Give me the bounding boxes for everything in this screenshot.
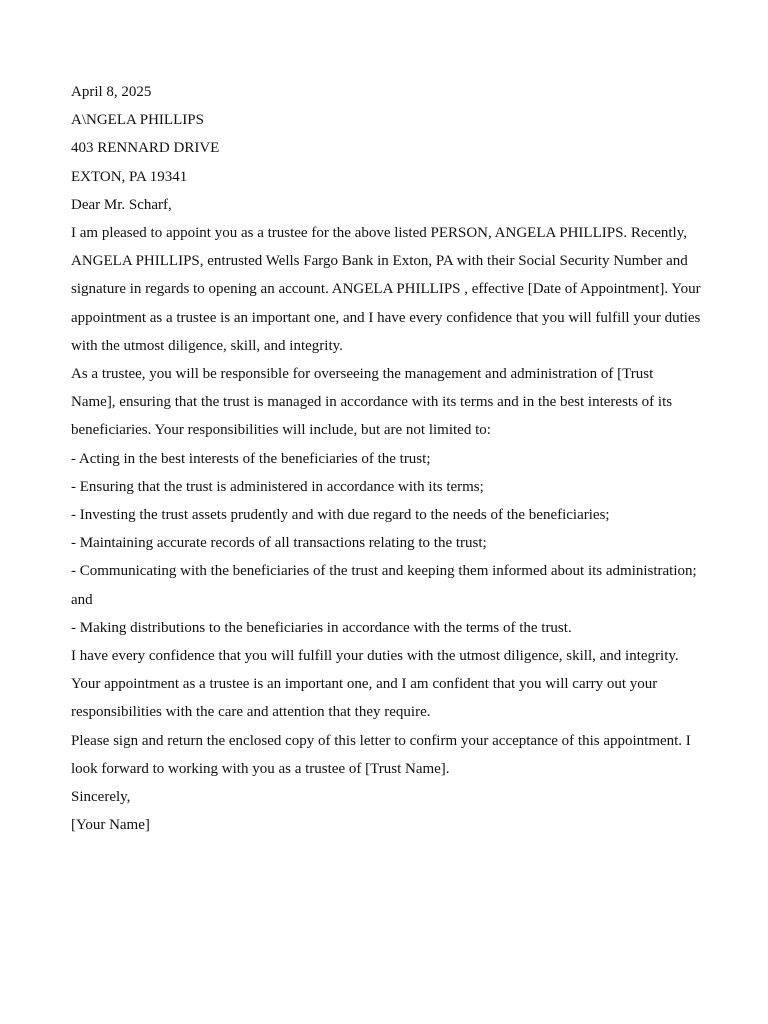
responsibility-item: - Making distributions to the beneficiaries in accordance with the terms of the trust. <box>71 619 572 636</box>
recipient-name: A\NGELA PHILLIPS <box>71 112 204 129</box>
responsibility-item: - Investing the trust assets prudently and with due regard to the needs of the beneficiaries; <box>71 507 610 524</box>
letter-date: April 8, 2025 <box>71 84 152 100</box>
responsibility-item: - Acting in the best interests of the beneficiaries of the trust; <box>71 450 431 467</box>
address-line-1: 403 RENNARD DRIVE <box>71 140 220 157</box>
signature-placeholder: [Your Name] <box>71 817 150 834</box>
responsibility-item: - Maintaining accurate records of all transactions relating to the trust; <box>71 535 487 552</box>
salutation: Dear Mr. Scharf, <box>71 196 172 213</box>
paragraph-confidence: I have every confidence that you will fulfill your duties with the utmost diligence, skill, and integrity. Your appointment as a trustee is an important one, and I am confident that you will carry out your responsibilities with the care and attention that they require. <box>71 648 679 721</box>
closing: Sincerely, <box>71 789 131 806</box>
responsibility-item: - Ensuring that the trust is administered in accordance with its terms; <box>71 478 484 495</box>
letter-body <box>71 78 701 839</box>
paragraph-responsibilities-intro: As a trustee, you will be responsible for overseeing the management and administration of [Trust Name], ensuring that the trust is managed in accordance with its terms and in the best interests of its beneficiaries. Your responsibilities will include, but are not limited to: <box>71 366 673 439</box>
address-line-2: EXTON, PA 19341 <box>71 168 188 185</box>
paragraph-appointment: I am pleased to appoint you as a trustee for the above listed PERSON, ANGELA PHILLIPS. Recently, ANGELA PHILLIPS, entrusted Wells Fargo Bank in Exton, PA with their Social Security Number and signature in regards to opening an account. ANGELA PHILLIPS , effective [Date of Appointment]. Your appointment as a trustee is an important one, and I have every confidence that you will fulfill your duties with the utmost diligence, skill, and integrity. <box>71 225 701 354</box>
paragraph-request: Please sign and return the enclosed copy of this letter to confirm your acceptance of this appointment. I look forward to working with you as a trustee of [Trust Name]. <box>71 732 691 777</box>
responsibility-item: - Communicating with the beneficiaries of the trust and keeping them informed about its administration; and <box>71 563 697 608</box>
